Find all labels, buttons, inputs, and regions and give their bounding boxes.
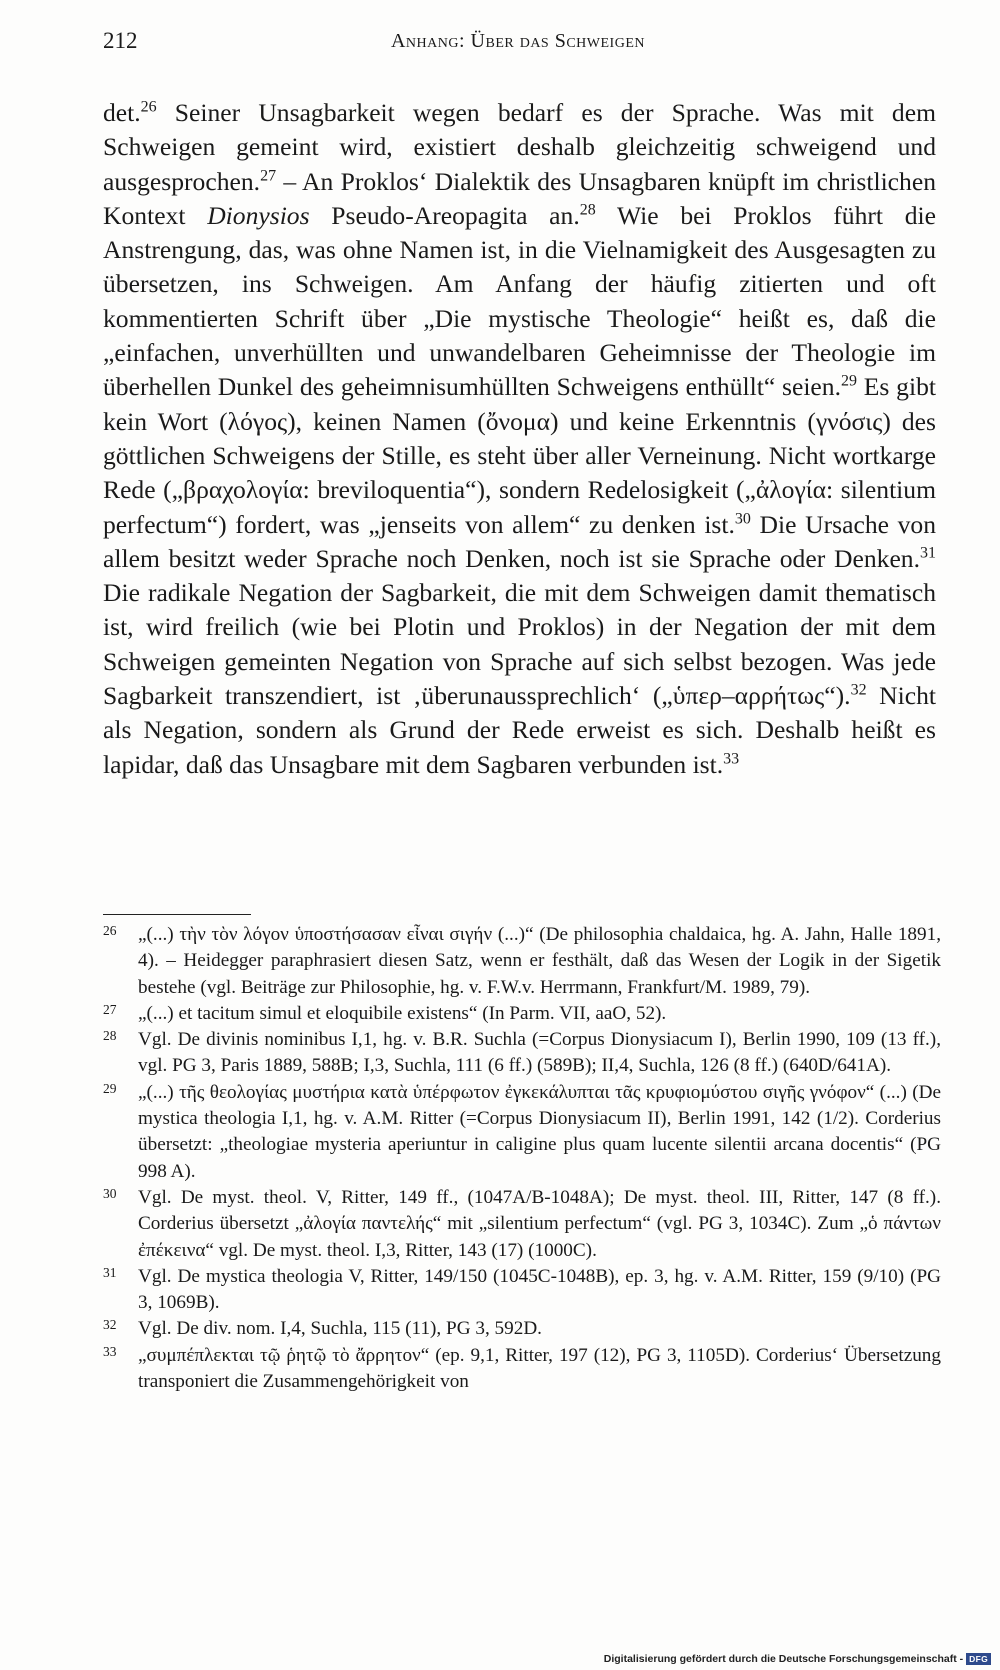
footnote-number: 33 [103, 1343, 117, 1359]
footnote-ref[interactable]: 32 [850, 681, 867, 699]
footnote [103, 922, 941, 1001]
footnote-ref[interactable]: 27 [260, 167, 277, 185]
footnote-number: 30 [103, 1185, 117, 1201]
italic-name: Dionysios [207, 200, 310, 230]
footnote-number: 27 [103, 1001, 117, 1017]
footnote-number: 29 [103, 1080, 117, 1096]
dfg-logo: DFG [966, 1653, 991, 1665]
footnote [103, 1001, 941, 1027]
credit-text: Digitalisierung gefördert durch die Deutsche Forschungsgemeinschaft - [603, 1653, 964, 1665]
footnote-text: „(...) et tacitum simul et eloquibile existens“ (In Parm. VII, aaO, 52). [138, 1002, 667, 1024]
footnote-text: „συμπέπλεκται τῷ ῥητῷ τὸ ἄρρητον“ (ep. 9,1, Ritter, 197 (12), PG 3, 1105D). Corderius‘ Übersetzung transponiert die Zusammengehörigkeit von [138, 1344, 941, 1393]
footnote-ref[interactable]: 31 [920, 544, 936, 562]
page-number: 212 [103, 28, 138, 53]
footnote-divider [103, 914, 251, 915]
footnote-number: 32 [103, 1317, 117, 1333]
footnote-ref[interactable]: 29 [841, 372, 857, 390]
footnote-text: „(...) τὴν τὸν λόγον ὑποστήσασαν εἶναι σιγήν (...)“ (De philosophia chaldaica, hg. A. Jahn, Halle 1891, 4). – Heidegger paraphrasiert diesen Satz, wenn er festhält, daß das Wesen der Logik in der Sigetik bestehe (vgl. Beiträge zur Philosophie, hg. v. F.W.v. Herrmann, Frankfurt/M. 1989, 79). [138, 924, 941, 998]
footnote [103, 1343, 941, 1396]
footnote [103, 1264, 941, 1317]
footnote [103, 1027, 941, 1080]
footnote-text: Vgl. De divinis nominibus I,1, hg. v. B.R. Suchla (=Corpus Dionysiacum I), Berlin 1990, 109 (13 ff.), vgl. PG 3, Paris 1889, 588B; I,3, Suchla, 111 (6 ff.) (589B); II,4, Suchla, 126 (8 ff.) (640D/641A). [138, 1029, 941, 1077]
main-text [103, 96, 936, 782]
digitization-credit [604, 1653, 991, 1665]
footnote-ref[interactable]: 33 [723, 750, 740, 768]
footnote-number: 31 [103, 1264, 117, 1280]
footnote-text: Vgl. De myst. theol. V, Ritter, 149 ff., (1047A/B-1048A); De myst. theol. III, Ritter, 147 (8 ff.). Corderius übersetzt „ἀλογία παντελής“ mit „silentium perfectum“ (vgl. PG 3, 1034C). Zum „ὁ πάντων ἐπέκεινα“ vgl. De myst. theol. I,3, Ritter, 143 (17) (1000C). [138, 1186, 941, 1261]
footnote-ref[interactable]: 30 [734, 510, 751, 528]
body-paragraph: det.$^{26}$ Seiner Unsagbarkeit wegen bedarf es der Sprache. Was mit dem Schweigen gemeint wird, existiert deshalb gleichzeitig schweigend und ausgesprochen.$^{27}$ – An Proklos‘ Dialektik des Unsagbaren knüpft im christlichen Kontext Dionysios Pseudo-Areopagita an.$^{28}$ Wie bei Proklos führt die Anstrengung, das, was ohne Namen ist, in die Vielnamigkeit des Ausgesagten zu übersetzen, ins Schweigen. Am Anfang der häufig zitierten und oft kommentierten Schrift über „Die mystische Theologie“ heißt es, daß die „einfachen, unverhüllten und unwandelbaren Geheimnisse der Theologie im überhellen Dunkel des geheimnisumhüllten Schweigens enthüllt“ seien.$^{29}$ Es gibt kein Wort (λόγος), keinen Namen (ὄνομα) und keine Erkenntnis (γνόσις) des göttlichen Schweigens der Stille, es steht über aller Verneinung. Nicht wortkarge Rede („βραχολογία: breviloquentia“), sondern Redelosigkeit („ἀλογία: silentium perfectum“) fordert, was „jenseits von allem“ zu denken ist.$^{30}$ Die Ursache von allem besitzt weder Sprache noch Denken, noch ist sie Sprache oder Denken.$^{31}$ Die radikale Negation der Sagbarkeit, die mit dem Schweigen damit thematisch ist, wird freilich (wie bei Plotin und Proklos) in der Negation der mit dem Schweigen gemeinten Negation von Sprache auf sich selbst bezogen. Was jede Sagbarkeit transzendiert, ist ‚überunaussprechlich‘ („ὑπερ–αρρήτως“).$^{32}$ Nicht als Negation, sondern als Grund der Rede erweist es sich. Deshalb heißt es lapidar, daß das Unsagbare mit dem Sagbaren verbunden ist.$^{33}$ [103, 98, 936, 779]
footnote-text: Vgl. De div. nom. I,4, Suchla, 115 (11), PG 3, 592D. [138, 1318, 542, 1340]
footnote [103, 1185, 941, 1264]
footnotes [103, 922, 941, 1395]
footnote-ref[interactable]: 26 [140, 98, 157, 116]
footnote [103, 1316, 941, 1342]
page-header [103, 24, 933, 64]
footnote-number: 28 [103, 1028, 117, 1044]
footnote [103, 1080, 941, 1185]
footnote-number: 26 [103, 923, 117, 938]
footnote-text: Vgl. De mystica theologia V, Ritter, 149/150 (1045C-1048B), ep. 3, hg. v. A.M. Ritter, 159 (9/10) (PG 3, 1069B). [138, 1265, 941, 1314]
footnote-text: „(...) τῆς θεολογίας μυστήρια κατὰ ὑπέρφωτον ἐγκεκάλυπται τᾶς κρυφιομύστου σιγῆς γνόφον“ (...) (De mystica theologia I,1, hg. v. A.M. Ritter (=Corpus Dionysiacum II), Berlin 1991, 142 (1/2). Corderius übersetzt: „theologiae mysteria aperiuntur in caligine plus quam lucente silentii arcana docentis“ (PG 998 A). [138, 1081, 941, 1182]
footnote-ref[interactable]: 28 [579, 201, 596, 219]
running-title: Anhang: Über das Schweigen [390, 30, 645, 52]
